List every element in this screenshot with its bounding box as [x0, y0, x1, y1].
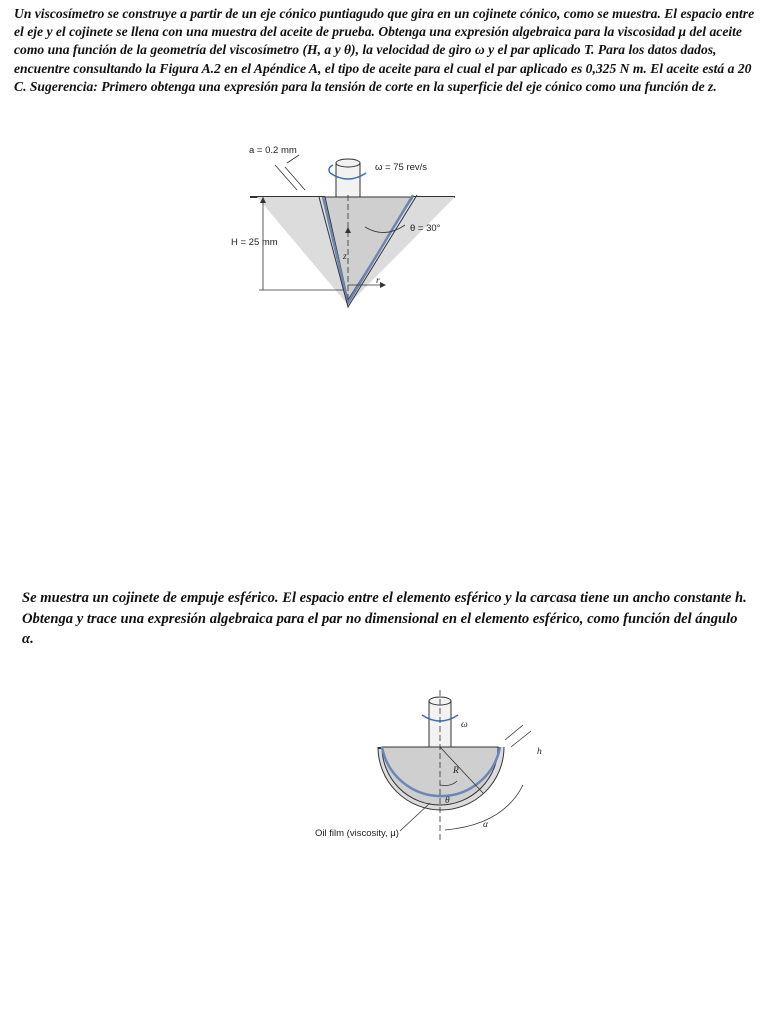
theta-label-2: θ [445, 796, 450, 806]
r-axis-label: r [376, 276, 380, 286]
h-label: h [537, 747, 542, 757]
alpha-label: α [483, 820, 488, 830]
gap-label: a = 0.2 mm [249, 145, 297, 156]
theta-label: θ = 30° [410, 223, 441, 234]
R-label: R [453, 766, 459, 776]
problem-2-text: Se muestra un cojinete de empuje esférico. El espacio entre el elemento esférico y la carcasa tiene un ancho constante h. Obtenga y trace una expresión algebraica para el par no dimensional en el elemento esférico, como función del ángulo α. [22, 590, 747, 647]
oil-film-label: Oil film (viscosity, μ) [315, 828, 399, 839]
z-axis-label: z [343, 252, 347, 262]
spherical-bearing-figure [305, 685, 565, 850]
cone-viscometer-figure [215, 135, 495, 310]
omega-label: ω = 75 rev/s [375, 162, 428, 173]
height-label: H = 25 mm [231, 237, 278, 248]
problem-1-text: Un viscosímetro se construye a partir de un eje cónico puntiagudo que gira en un cojinete cónico, como se muestra. El espacio entre el eje y el cojinete se llena con una muestra del aceite de prueba. Obtenga una expresión algebraica para la viscosidad μ del aceite como una función de la geometría del viscosímetro (H, a y θ), la velocidad de giro ω y el par aplicado T. Para los datos dados, encuentre consultando la Figura A.2 en el Apéndice A, el tipo de aceite para el cual el par aplicado es 0,325 N m. El aceite está a 20 C. Sugerencia: Primero obtenga una expresión para la tensión de corte en la superficie del eje cónico como una función de z. [14, 6, 755, 94]
omega-label-2: ω [461, 720, 468, 730]
